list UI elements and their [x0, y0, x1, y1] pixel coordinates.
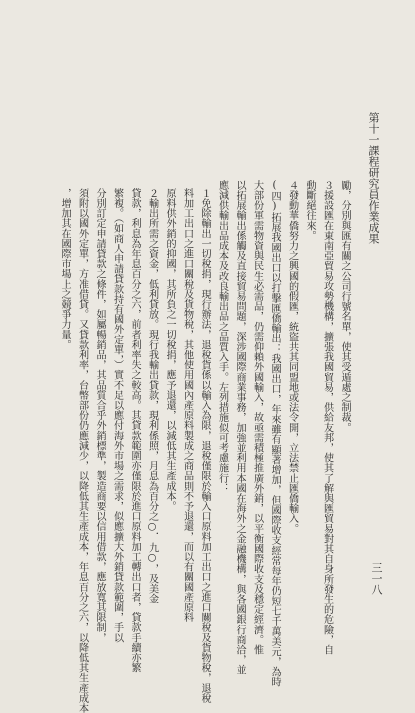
- page-number: 三一八: [370, 562, 383, 595]
- text-column: 須附以國外定單，方准借貸。又貸款利率，台幣部份仍應減少，以降低其生產成本，年息百分之六，以降低其生產成本: [76, 188, 88, 713]
- text-column: 貸款，利息為年息百分之六，前者利率失之較高。其貸款範圍亦僅限於進口原料加工轉出口者，貸款手續亦繁: [129, 188, 140, 673]
- text-column: 應減供輸出品成本及改良輸出品之品質入手。左列措施似可考慮施行：: [216, 180, 228, 494]
- text-column: (四)拓展我國出口以打擊匯僑輸出：我國出口，年來雖有顯著增加，但國際收支經常每年仍短七千萬美元，為時: [269, 180, 280, 687]
- text-column: ４發動華僑努力之興國的假匯，統盜共其同盟地或法令開，立法禁止匯僑輸入。: [286, 180, 298, 534]
- text-column: 動斷絕往來。: [304, 180, 315, 241]
- text-column: 以拓展輸出係觸及直接貿易問題，深涉國際商業事務，加強並利用本國在海外之金融機構，與各國銀行商洽，並: [234, 180, 245, 675]
- text-column: １免除輸出一切稅捐，現行辦法，退稅貨係以輸入為限，退稅僅限於輸入口原料加工出口之進口關稅及貨物稅，退稅: [199, 188, 210, 704]
- text-column: ３援設匯在東南亞貿易攻勢機構，擴張我國貿易，供給友邦，使其了解與匯貿易對其自身所發生的危險，自: [321, 180, 333, 655]
- text-column: 料加工出口之進口關稅及貨物稅，其他使用國內產原料製成之商品則不予退還，而以有關國產原料: [181, 188, 193, 623]
- text-column: ２輸出所需之資金，低利貸放。現行我輸出貸款，現利係照，月息為百分之○．九○，及美金: [146, 188, 158, 604]
- text-column: 勵，分別與匯有關之公司行號名單，使其受遁處之制裁。: [339, 180, 350, 433]
- text-column: 原料供外銷的抑國，其所負之一切稅捐，應予退還，以減低其生產成本。: [164, 188, 175, 512]
- chapter-header: 第十一課程研究員作業成果: [367, 112, 380, 244]
- text-column: 繁複。（如商人申請貸款持有國外定單，）實不足以應付海外市場之需求，似應擴大外銷貸款範圍，手以: [111, 188, 123, 643]
- text-column: ，增加其在國際市場上之競爭力量。: [59, 188, 70, 350]
- text-column: 分別訂定申請貸款之條件，如屬暢銷品，其品質合乎外銷標準，製造商要以信用借款，應放寬其限制，: [94, 188, 105, 643]
- text-column: 大部份軍需物資與民生必需品，仍需仰賴外國輸入，故亟需積極推廣外銷，以平衡國際收支及穩定經濟。惟: [251, 180, 263, 655]
